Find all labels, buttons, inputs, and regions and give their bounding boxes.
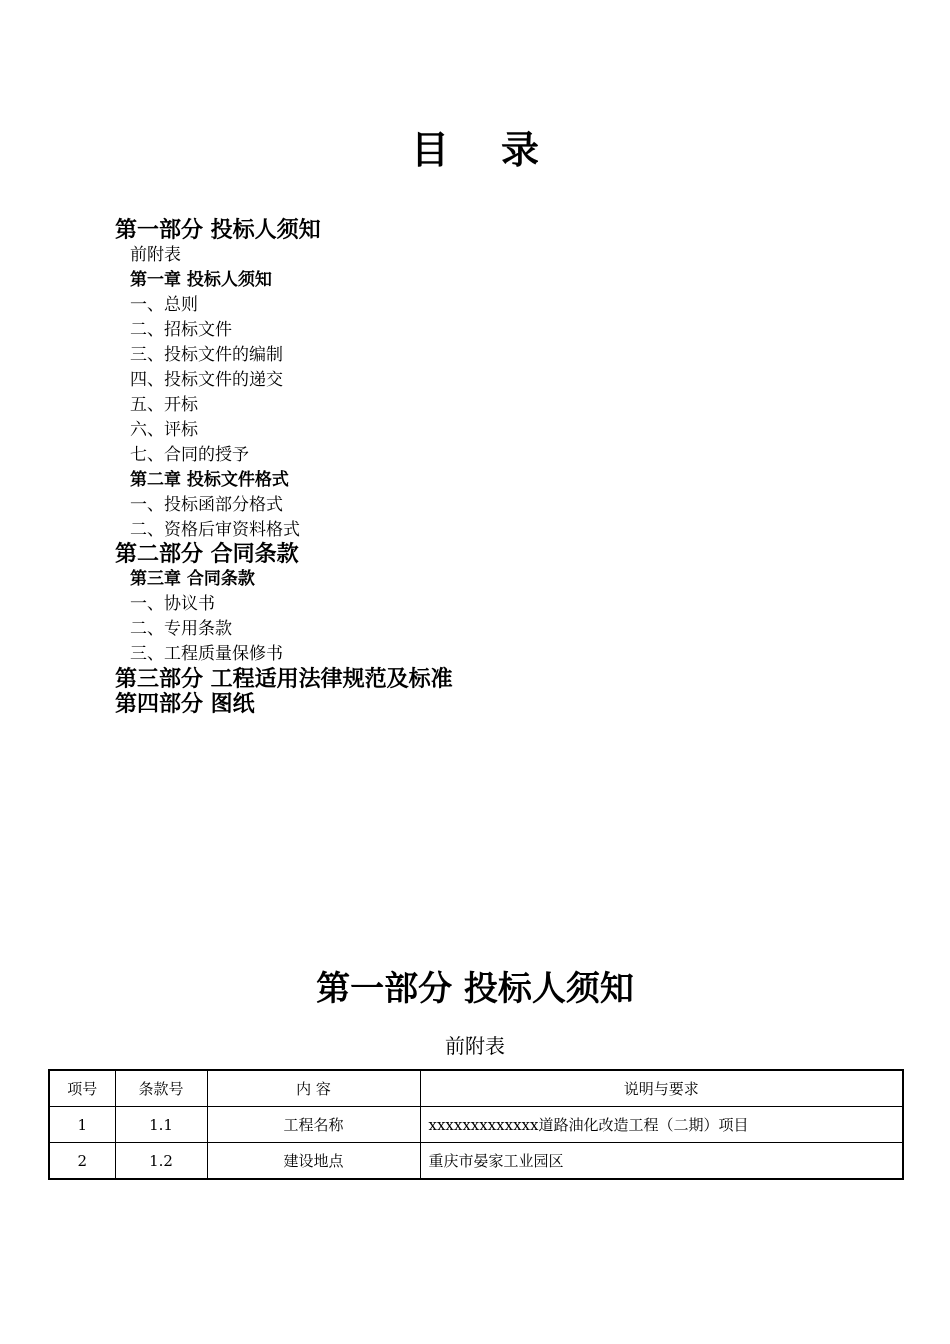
toc-entry-part-4[interactable]: 第四部分 图纸 <box>115 691 255 717</box>
table-row <box>49 1143 903 1180</box>
toc-entry-warranty[interactable]: 三、工程质量保修书 <box>130 644 283 664</box>
table-caption: 前附表 <box>445 1034 505 1058</box>
cell-item-no: 2 <box>49 1143 115 1180</box>
toc-entry-agreement[interactable]: 一、协议书 <box>130 594 215 614</box>
toc-entry-contract-award[interactable]: 七、合同的授予 <box>130 445 249 465</box>
cell-content: 工程名称 <box>207 1107 420 1143</box>
appendix-table <box>48 1069 904 1180</box>
toc-entry-bid-opening[interactable]: 五、开标 <box>130 395 198 415</box>
toc-title-char-2: 录 <box>500 127 539 172</box>
toc-entry-part-3[interactable]: 第三部分 工程适用法律规范及标准 <box>115 666 453 692</box>
cell-clause-no: 1.1 <box>115 1107 207 1143</box>
toc-entry-chapter-3[interactable]: 第三章 合同条款 <box>130 569 255 589</box>
toc-entry-part-2[interactable]: 第二部分 合同条款 <box>115 541 299 567</box>
header-clause-no: 条款号 <box>115 1070 207 1107</box>
toc-entry-general[interactable]: 一、总则 <box>130 295 198 315</box>
toc-entry-bid-preparation[interactable]: 三、投标文件的编制 <box>130 345 283 365</box>
header-content: 内 容 <box>207 1070 420 1107</box>
table-row <box>49 1107 903 1143</box>
cell-description: xxxxxxxxxxxxx道路油化改造工程（二期）项目 <box>420 1107 903 1143</box>
toc-entry-qualification-format[interactable]: 二、资格后审资料格式 <box>130 520 300 540</box>
toc-title <box>0 126 950 174</box>
header-item-no: 项号 <box>49 1070 115 1107</box>
toc-entry-tender-documents[interactable]: 二、招标文件 <box>130 320 232 340</box>
cell-description: 重庆市晏家工业园区 <box>420 1143 903 1180</box>
section-title: 第一部分 投标人须知 <box>316 969 634 1009</box>
cell-item-no: 1 <box>49 1107 115 1143</box>
header-description: 说明与要求 <box>420 1070 903 1107</box>
toc-entry-special-terms[interactable]: 二、专用条款 <box>130 619 232 639</box>
table-header-row <box>49 1070 903 1107</box>
toc-entry-bid-submission[interactable]: 四、投标文件的递交 <box>130 370 283 390</box>
toc-entry-chapter-1[interactable]: 第一章 投标人须知 <box>130 270 272 290</box>
cell-content: 建设地点 <box>207 1143 420 1180</box>
toc-entry-bid-letter-format[interactable]: 一、投标函部分格式 <box>130 495 283 515</box>
cell-clause-no: 1.2 <box>115 1143 207 1180</box>
toc-entry-part-1[interactable]: 第一部分 投标人须知 <box>115 217 321 243</box>
toc-entry-bid-evaluation[interactable]: 六、评标 <box>130 420 198 440</box>
toc-entry-chapter-2[interactable]: 第二章 投标文件格式 <box>130 470 289 490</box>
toc-title-char-1: 目 <box>410 127 449 172</box>
toc-entry-preface-table[interactable]: 前附表 <box>130 245 181 265</box>
